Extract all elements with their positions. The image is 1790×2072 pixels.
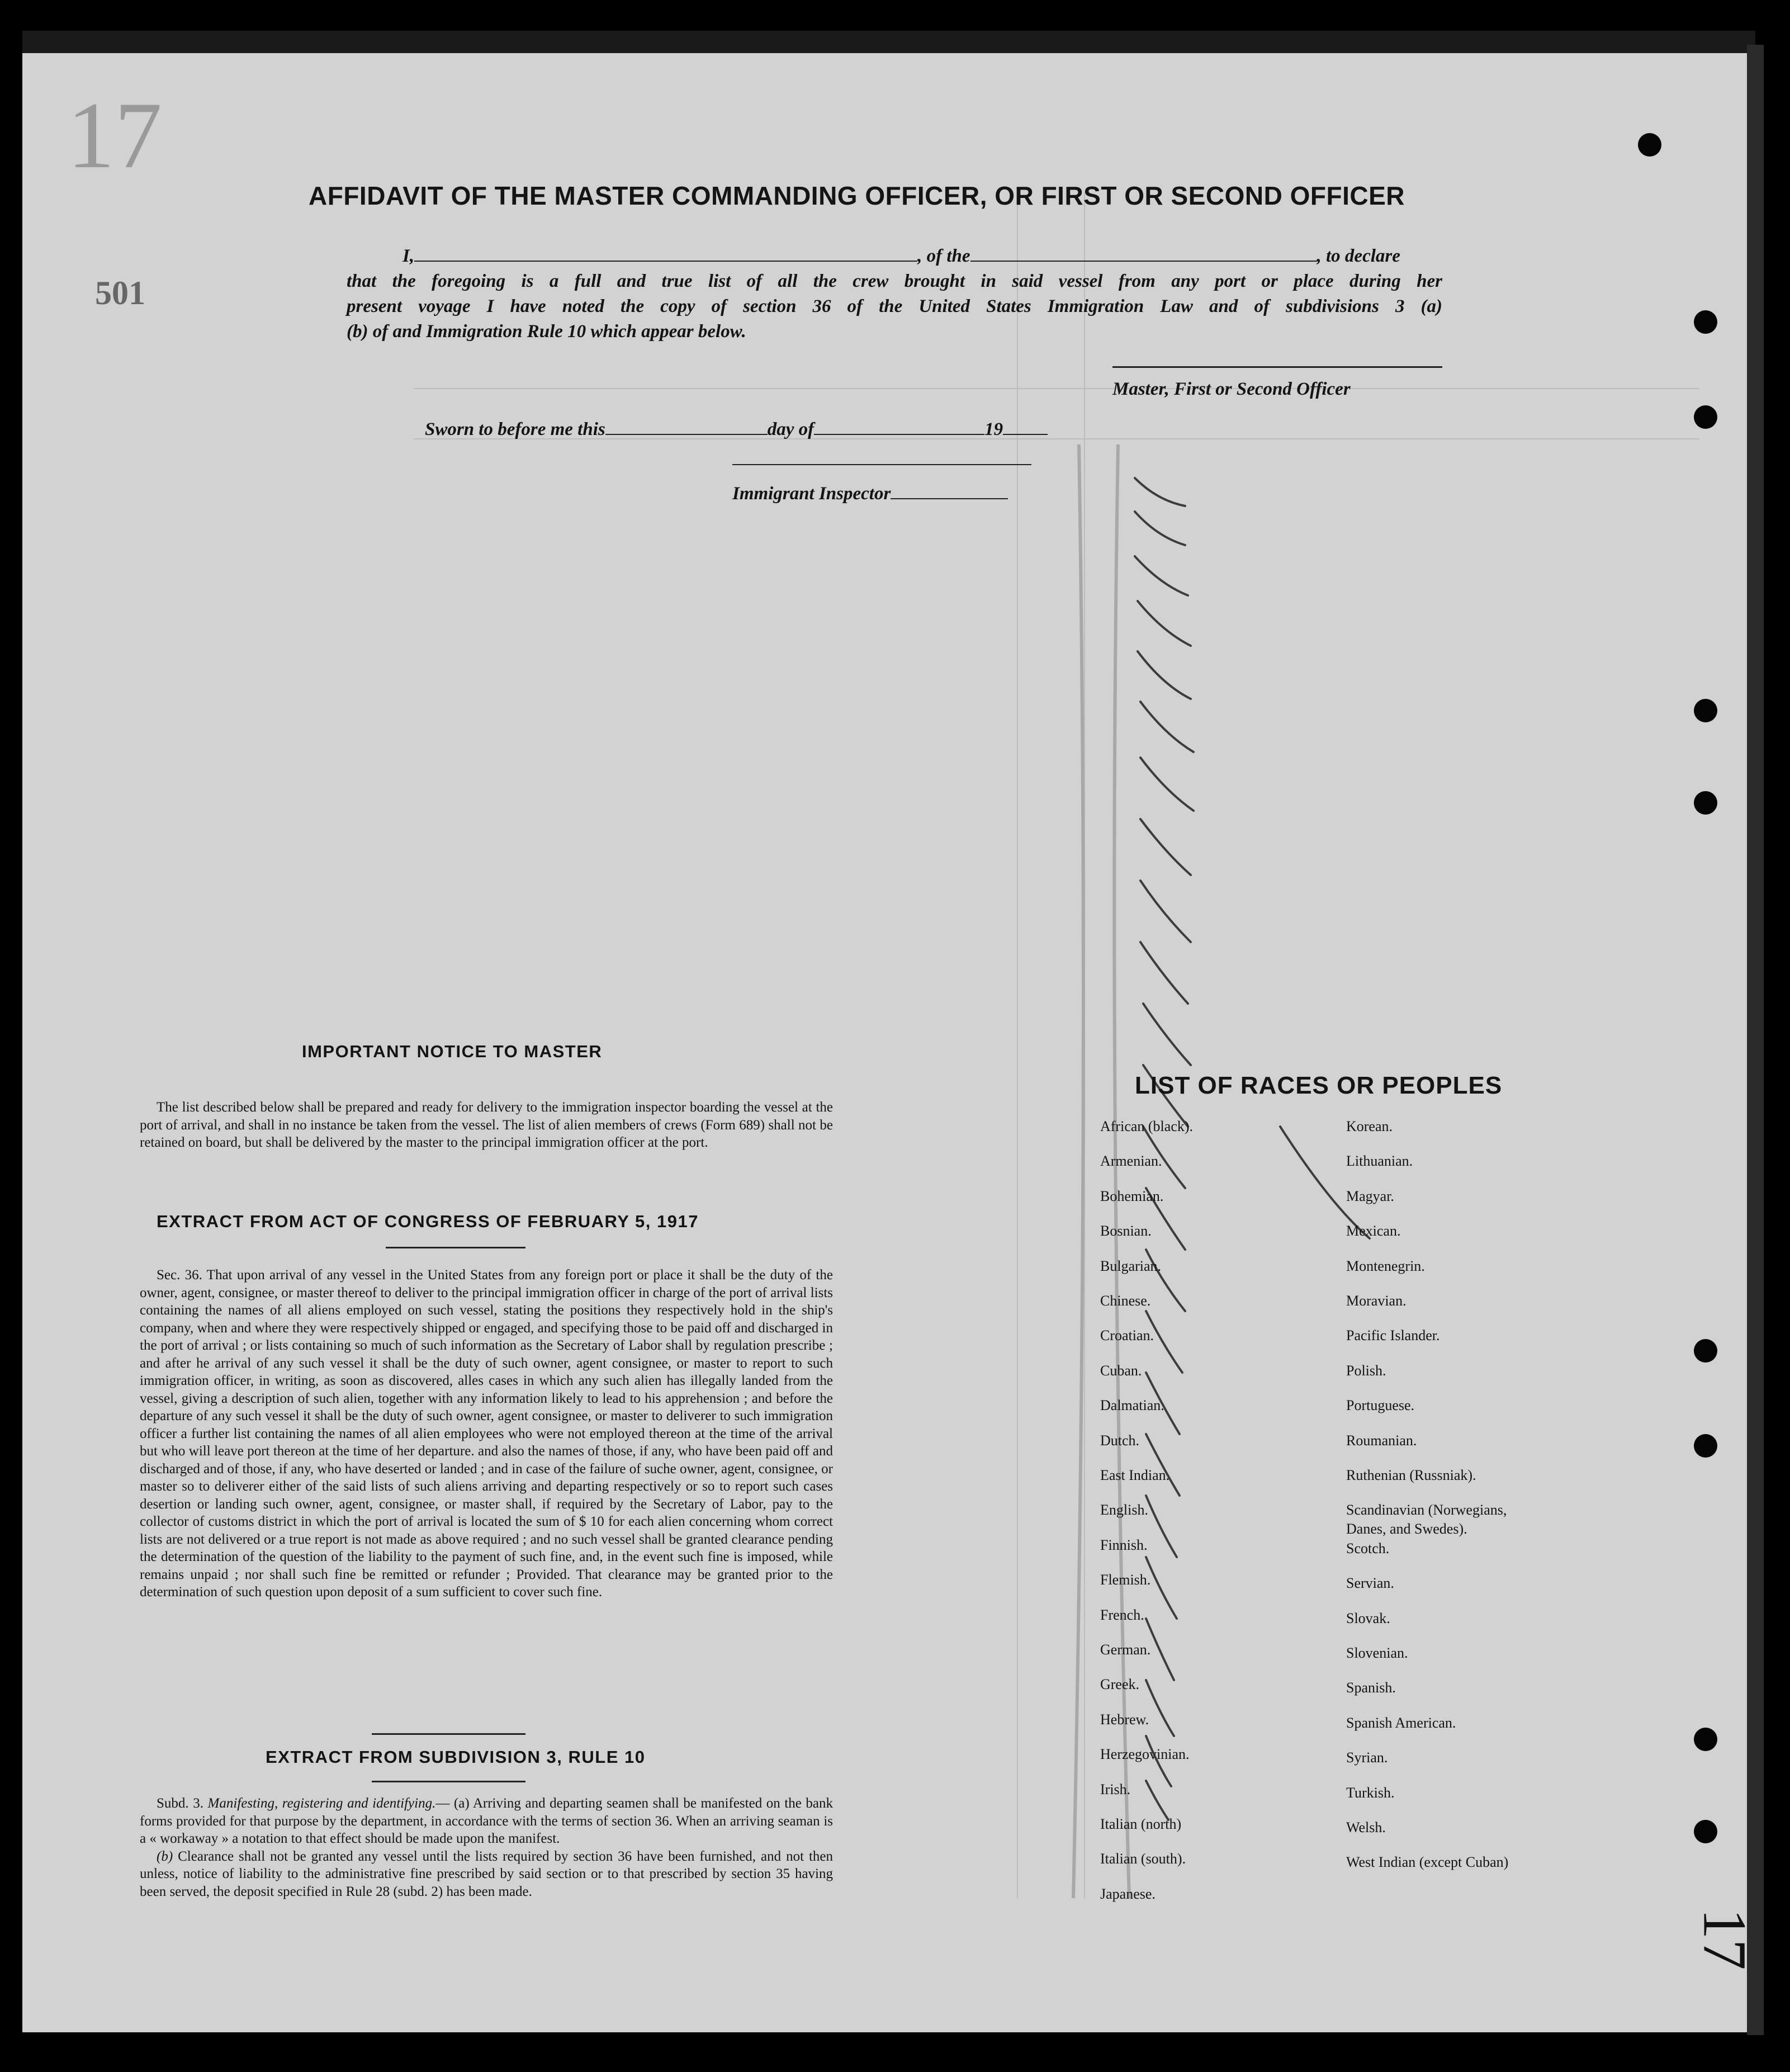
race-item: Danes, and Swedes). (1346, 1521, 1467, 1538)
race-item: Scotch. (1346, 1540, 1390, 1557)
binding-hole (1694, 699, 1717, 722)
race-item: Croatian. (1100, 1327, 1154, 1344)
affidavit-to-declare: , to declare (1317, 246, 1400, 266)
inspector-blank (891, 498, 1008, 499)
binding-hole (1694, 405, 1717, 429)
bleed-through-marks (22, 53, 1747, 2032)
race-item: Spanish American. (1346, 1714, 1456, 1731)
document-page (22, 53, 1759, 2032)
affidavit-line-4: (b) of and Immigration Rule 10 which appear below. (347, 321, 746, 342)
race-item: Roumanian. (1346, 1432, 1417, 1449)
binding-hole (1638, 133, 1661, 157)
binding-hole (1694, 791, 1717, 815)
sworn-label: Sworn to before me this (425, 419, 605, 439)
race-item: Italian (south). (1100, 1851, 1186, 1867)
race-item: Herzegovinian. (1100, 1746, 1190, 1763)
race-item: Servian. (1346, 1575, 1394, 1592)
binding-hole (1694, 1820, 1717, 1843)
affidavit-of-the: , of the (917, 246, 970, 266)
rule-title-rule (372, 1781, 525, 1782)
race-item: Mexican. (1346, 1223, 1401, 1240)
race-item: African (black). (1100, 1118, 1194, 1134)
rule-extract-title: EXTRACT FROM SUBDIVISION 3, RULE 10 (266, 1747, 646, 1767)
race-item: Bosnian. (1100, 1223, 1152, 1240)
race-item: Lithuanian. (1346, 1153, 1413, 1170)
subd-heading: Manifesting, registering and identifying. (207, 1796, 436, 1811)
subd-label: Subd. 3. (157, 1796, 203, 1811)
affidavit-line-2: that the foregoing is a full and true list of all the crew brought in said vessel from any port or place during her (347, 271, 1442, 291)
master-name-blank (414, 261, 917, 262)
subd-part-b: Clearance shall not be granted any vessel until the lists required by section 36 have been furnished, and not then unless, notice of liability to the administrative fine prescribed by said section or to that prescribed by section 35 having been served, the deposit specified in Rule 28 (subd. 2) has been made. (140, 1848, 834, 1899)
scan-top-border (22, 31, 1755, 53)
race-item: Bulgarian. (1100, 1257, 1162, 1274)
section-label: Sec. 36. (157, 1267, 202, 1283)
race-item: Syrian. (1346, 1749, 1388, 1766)
master-signature-label: Master, First or Second Officer (1112, 379, 1351, 399)
vessel-name-blank (970, 261, 1317, 262)
inspector-label: Immigrant Inspector (732, 484, 891, 504)
month-blank (814, 434, 984, 435)
affidavit-title: AFFIDAVIT OF THE MASTER COMMANDING OFFICER, OR FIRST OR SECOND OFFICER (309, 181, 1405, 210)
affidavit-i: I, (402, 246, 415, 266)
race-item: Dalmatian. (1100, 1397, 1164, 1414)
race-item: Montenegrin. (1346, 1257, 1425, 1274)
race-item: German. (1100, 1641, 1151, 1658)
race-item: East Indian. (1100, 1467, 1170, 1483)
sworn-line (425, 419, 1048, 440)
race-item: Dutch. (1100, 1432, 1140, 1449)
rule-extract-text (140, 1795, 833, 1900)
act-extract-text (140, 1266, 833, 1601)
race-item: Finnish. (1100, 1536, 1148, 1553)
race-item: West Indian (except Cuban) (1346, 1854, 1509, 1871)
affidavit-line-3: present voyage I have noted the copy of section 36 of the United States Immigration Law and of subdivisions 3 (a) (347, 296, 1442, 316)
affidavit-line-1 (402, 246, 1400, 267)
day-blank (605, 434, 768, 435)
bottom-page-number: 17 (1690, 1908, 1759, 1970)
master-signature-line (1112, 366, 1442, 368)
act-title-rule (386, 1247, 525, 1248)
race-item: Moravian. (1346, 1293, 1407, 1309)
year-prefix: 19 (984, 419, 1003, 439)
year-blank (1003, 434, 1048, 435)
margin-page-number: 17 (67, 83, 162, 188)
race-item: Magyar. (1346, 1188, 1394, 1204)
race-item: Polish. (1346, 1362, 1386, 1379)
day-of-label: day of (767, 419, 815, 439)
act-end-rule (372, 1733, 525, 1735)
race-item: Portuguese. (1346, 1397, 1415, 1414)
inspector-label-row (732, 484, 1008, 504)
rule-part-a (140, 1795, 833, 1848)
scan-right-border (1747, 45, 1764, 2035)
subd-part-b-label: (b) (157, 1848, 173, 1864)
race-item: Ruthenian (Russniak). (1346, 1467, 1476, 1483)
rule-part-b (140, 1848, 833, 1901)
race-item: Slovak. (1346, 1610, 1390, 1626)
margin-stamp-number: 501 (95, 275, 145, 311)
race-item: Greek. (1100, 1676, 1140, 1693)
race-item: Armenian. (1100, 1153, 1162, 1170)
race-item: Scandinavian (Norwegians, (1346, 1502, 1507, 1518)
race-item: Slovenian. (1346, 1645, 1408, 1661)
race-item: Welsh. (1346, 1819, 1386, 1836)
race-item: Pacific Islander. (1346, 1327, 1440, 1344)
race-item: Flemish. (1100, 1572, 1151, 1588)
notice-text: The list described below shall be prepared and ready for delivery to the immigration inspector boarding the vessel at the port of arrival, and shall in no instance be taken from the vessel. The list of alien members of crews (Form 689) shall not be retained on board, but shall be delivered by the master to the principal immigration officer at the port. (140, 1100, 833, 1150)
race-item: Hebrew. (1100, 1711, 1149, 1728)
races-title: LIST OF RACES OR PEOPLES (1135, 1072, 1503, 1099)
notice-title: IMPORTANT NOTICE TO MASTER (302, 1042, 603, 1061)
race-item: Irish. (1100, 1781, 1131, 1797)
race-item: Turkish. (1346, 1784, 1395, 1801)
inspector-signature-line (732, 464, 1031, 465)
race-item: Korean. (1346, 1118, 1393, 1134)
race-item: French. (1100, 1606, 1144, 1623)
race-item: Cuban. (1100, 1362, 1142, 1379)
binding-hole (1694, 310, 1717, 334)
race-item: Spanish. (1346, 1680, 1396, 1696)
binding-hole (1694, 1339, 1717, 1363)
binding-hole (1694, 1728, 1717, 1751)
race-item: Italian (north) (1100, 1816, 1182, 1832)
binding-hole (1694, 1434, 1717, 1458)
race-item: Bohemian. (1100, 1188, 1164, 1204)
race-item: Chinese. (1100, 1293, 1151, 1309)
race-item: English. (1100, 1502, 1148, 1518)
subd-part-a: — (a) Arriving and departing seamen shall be manifested on the bank forms provided for that purpose by the department, in accordance with the terms of section 36. When an arriving seaman is a « workaway » a notation to that effect should be made upon the manifest. (140, 1796, 833, 1846)
race-item: Japanese. (1100, 1885, 1156, 1902)
act-extract-title: EXTRACT FROM ACT OF CONGRESS OF FEBRUARY 5, 1917 (157, 1212, 699, 1231)
section-body: That upon arrival of any vessel in the United States from any foreign port or place it shall be the duty of the owner, agent, consignee, or master thereof to deliver to the principal immigration officer in charge of the port of arrival lists containing the names of all aliens employed on such vessel, stating the positions they respectively hold in the ship's company, when and where they were respectively shipped or engaged, and specifying those to be paid off and discharged in the port of arrival ; or lists containing so much of such information as the Secretary of Labor shall by regulation prescribe ; and after he arrival of any such vessel it shall be the duty of such owner, agent consignee, or master to report to such immigration officer, in writing, as soon as discovered, alles cases in which any such alien has illegally landed from the vessel, giving a description of such alien, together with any information likely to lead to his apprehension ; and before the departure of any such vessel it shall be the duty of such owner, agent consignee, or master to deliverer to such immigration officer a further list containing the names of all alien employees who were not employed thereon at the time of the arrival but who will leave port thereon at the time of her departure. and also the names of those, if any, who have been paid off and discharged and of those, if any, who have deserted or landed ; and in case of the failure of suche owner, agent, consignee, or master so to deliverer either of the said lists of such aliens arriving and departing respectively or so to report such cases desertion or landing such owner, agent, consignee, or master shall, if required by the Secretary of Labor, pay to the collector of customs district in which the port of arrival is located the sum of $ 10 for each alien concerning whom correct lists are not delivered or a true report is not made as above required ; and no such vessel shall be granted clearance pending the determination of the question of the liability to the payment of such fine, and, in the event such fine is imposed, while remains unpaid ; nor shall such fine be remitted or refunder ; Provided. That clearance may be granted prior to the determination of such question upon deposit of a sum sufficient to cover such fine. (140, 1267, 833, 1600)
